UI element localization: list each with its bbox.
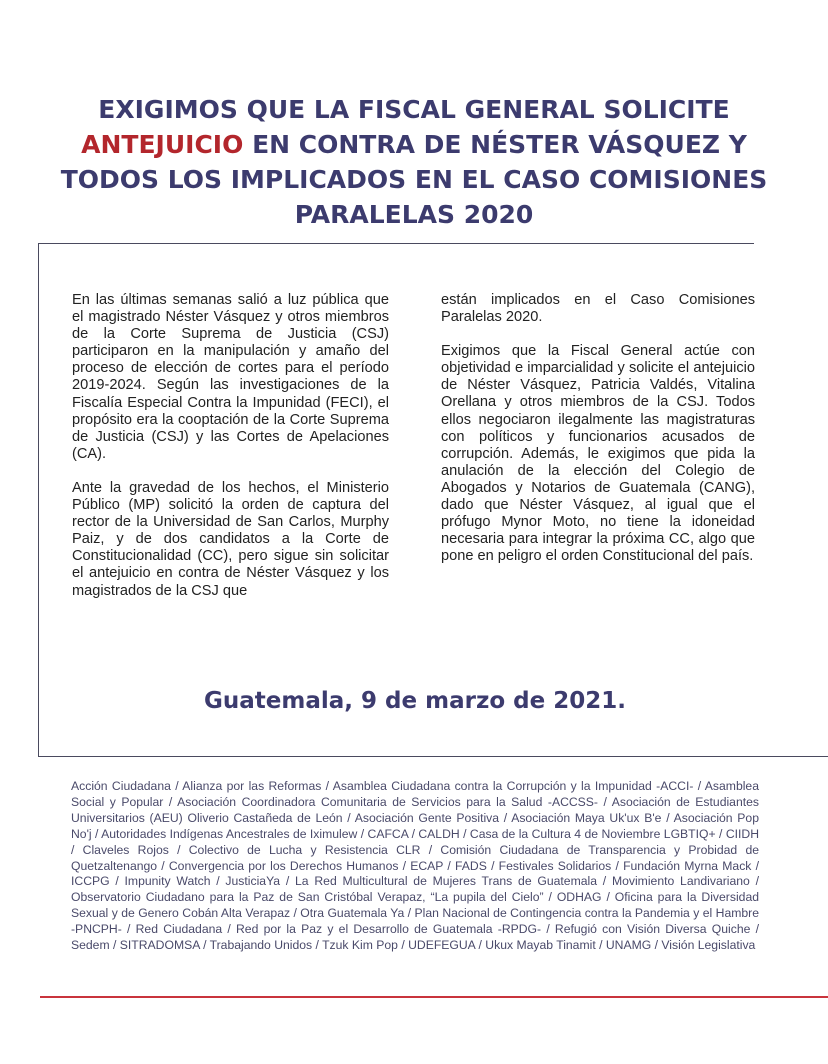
headline-line-2: EN CONTRA DE NÉSTER VÁSQUEZ Y <box>243 130 747 159</box>
paragraph-2: Ante la gravedad de los hechos, el Ministerio Público (MP) solicitó la orden de captura del rector de la Universidad de San Carlos, Murphy Paiz, y de dos candidatos a la Corte de Constitucionalidad (CC), pero sigue sin solicitar el antejuicio en contra de Néster Vásquez y los magistrados de la CSJ que <box>72 479 389 599</box>
paragraph-4: Exigimos que la Fiscal General actúe con objetividad e imparcialidad y solicite el antejuicio de Néster Vásquez, Patricia Valdés, Vitalina Orellana y otros miembros de la CSJ. Todos ellos negociaron ilegalmente las magistraturas con políticos y funcionarios acusados de corrupción. Además, le exigimos que pida la anulación de la elección del Colegio de Abogados y Notarios de Guatemala (CANG), dado que Néster Vásquez, al igual que el prófugo Mynor Moto, no tiene la idoneidad necesaria para integrar la próxima CC, algo que pone en peligro el orden Constitucional del país. <box>441 343 755 565</box>
headline-line-4: PARALELAS 2020 <box>294 200 534 229</box>
footer-rule <box>40 996 828 998</box>
statement-box <box>38 243 828 757</box>
headline <box>40 92 788 232</box>
dateline: Guatemala, 9 de marzo de 2021. <box>204 688 626 714</box>
headline-line-3: TODOS LOS IMPLICADOS EN EL CASO COMISIONES <box>60 165 768 194</box>
headline-accent: ANTEJUICIO <box>81 130 244 159</box>
left-column <box>72 292 389 617</box>
paragraph-3: están implicados en el Caso Comisiones Paralelas 2020. <box>441 292 755 326</box>
paragraph-1: En las últimas semanas salió a luz pública que el magistrado Néster Vásquez y otros miembros de la Corte Suprema de Justicia (CSJ) participaron en la manipulación y amaño del proceso de elección de cortes para el período 2019-2024. Según las investigaciones de la Fiscalía Especial Contra la Impunidad (FECI), el propósito era la cooptación de la Corte Suprema de Justicia (CSJ) y las Cortes de Apelaciones (CA). <box>72 292 389 462</box>
right-column <box>441 292 755 582</box>
headline-line-1: EXIGIMOS QUE LA FISCAL GENERAL SOLICITE <box>98 95 730 124</box>
box-top-gap <box>754 242 828 245</box>
signatories-list: Acción Ciudadana / Alianza por las Reformas / Asamblea Ciudadana contra la Corrupción y la Impunidad -ACCI- / Asamblea Social y Popular / Asociación Coordinadora Comunitaria de Servicios para la Salud -ACCSS- / Asociación de Estudiantes Universitarios (AEU) Oliverio Castañeda de León / Asociación Gente Positiva / Asociación Maya Uk'ux B'e / Asociación Pop No'j / Autoridades Indígenas Ancestrales de Iximulew / CAFCA / CALDH / Casa de la Cultura 4 de Noviembre LGBTIQ+ / CIIDH / Claveles Rojos / Colectivo de Lucha y Resistencia CLR / Comisión Ciudadana de Transparencia y Probidad de Quetzaltenango / Convergencia por los Derechos Humanos / ECAP / FADS / Festivales Solidarios / Fundación Myrna Mack / ICCPG / Impunity Watch / JusticiaYa / La Red Multicultural de Mujeres Trans de Guatemala / Movimiento Landivariano / Observatorio Ciudadano para la Paz de San Cristóbal Verapaz, “La pupila del Cielo” / ODHAG / Oficina para la Diversidad Sexual y de Genero Cobán Alta Verapaz / Otra Guatemala Ya / Plan Nacional de Contingencia contra la Pandemia y el Hambre -PNCPH- / Red Ciudadana / Red por la Paz y el Desarrollo de Guatemala -RPDG- / Refugió con Visión Diversa Quiche / Sedem / SITRADOMSA / Trabajando Unidos / Tzuk Kim Pop / UDEFEGUA / Ukux Mayab Tinamit / UNAMG / Visión Legislativa <box>71 779 759 953</box>
